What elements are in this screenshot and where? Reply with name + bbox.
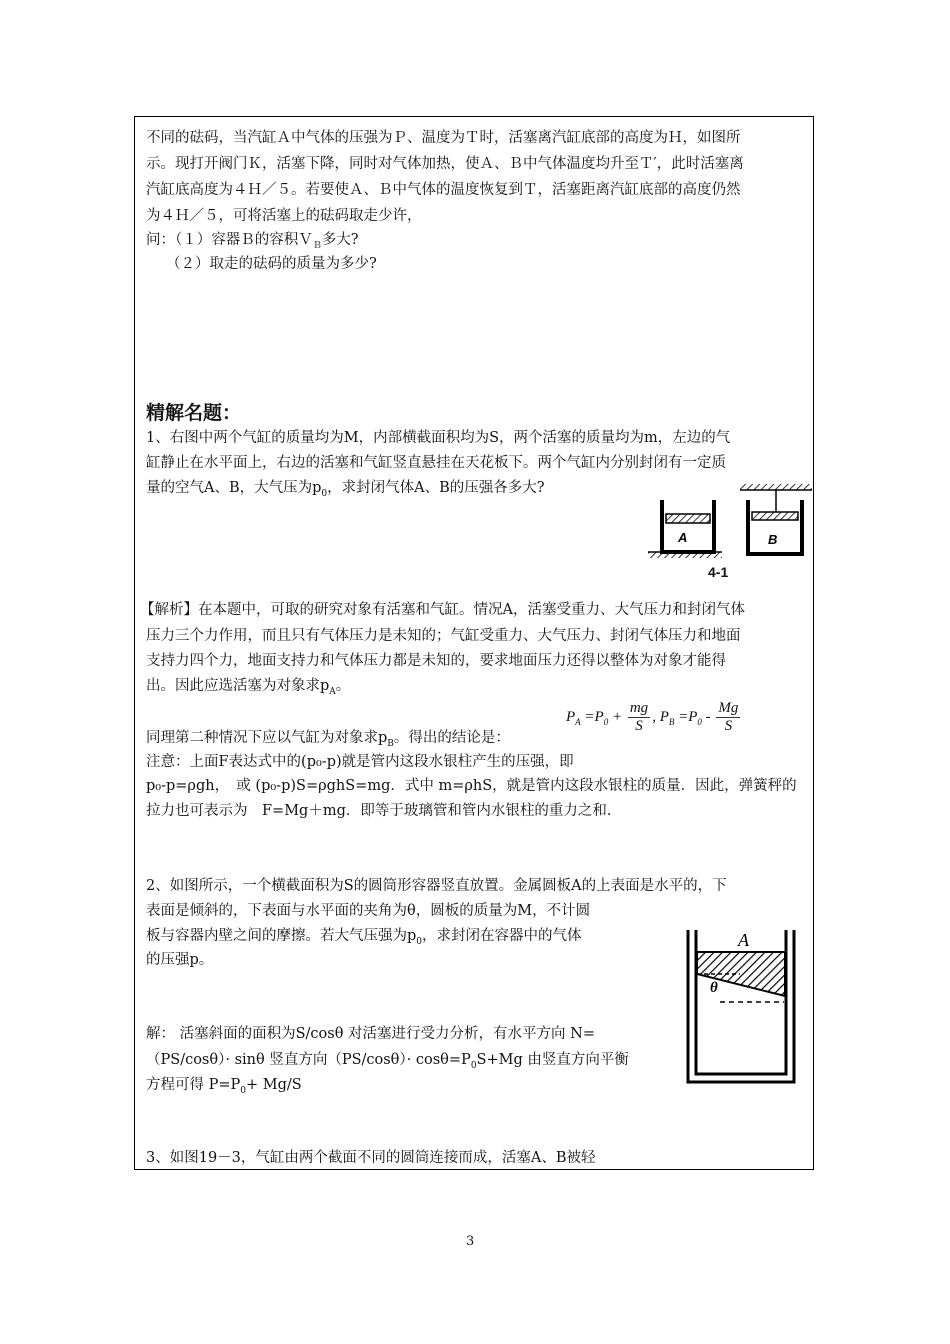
problem1-line-1: 1、右图中两个气缸的质量均为M，内部横截面积均为S，两个活塞的质量均为m，左边的气 <box>146 430 731 446</box>
problem2-line-3: 板与容器内壁之间的摩擦。若大气压强为$p_0$，求封闭在容器中的气体 <box>146 928 582 947</box>
problem1-line-3: 量的空气A、B，大气压为$p_0$，求封闭气体A、B的压强各多大? <box>146 480 545 499</box>
section-title: 精解名题： <box>146 402 242 424</box>
fraction-Mg-over-s: $\frac{Mg}{S}$ <box>718 700 739 734</box>
fraction-mg-over-s: $\frac{mg}{S}$ <box>629 700 649 734</box>
label-a-plate: A <box>738 930 749 950</box>
problem2-line-4: 的压强p。 <box>146 952 214 968</box>
intro-line-2: 示。现打开阀门Ｋ，活塞下降，同时对气体加热，使Ａ、Ｂ中气体温度均升至Ｔ′，此时活塞离 <box>146 156 744 172</box>
piston-a <box>666 514 710 523</box>
intro-line-4: 为４Ｈ／５，可将活塞上的砝码取走少许， <box>146 208 422 224</box>
piston-b <box>752 512 798 520</box>
note-line-3: 拉力也可表示为 F=Mg＋mg．即等于玻璃管和管内水银柱的重力之和． <box>146 803 622 819</box>
page-number: 3 <box>466 1234 475 1249</box>
cylinder-a <box>662 500 714 552</box>
note-line-1: 注意：上面F表达式中的(p₀-p)就是管内这段水银柱产生的压强，即 <box>146 754 574 770</box>
ceiling-hatch <box>740 484 812 490</box>
problem2-line-1: 2、如图所示，一个横截面积为S的圆筒形容器竖直放置。金属圆板A的上表面是水平的，下 <box>146 878 727 894</box>
figure-tilted-piston <box>680 926 804 1094</box>
figure-4-1 <box>648 482 814 582</box>
label-theta: θ <box>710 980 718 996</box>
solution1-line-4: 出。因此应选活塞为对象求$p_A$。 <box>146 678 351 697</box>
problem2-line-2: 表面是倾斜的，下表面与水平面的夹角为θ，圆板的质量为M，不计圆 <box>146 903 591 919</box>
figure-caption: 4-1 <box>708 564 729 580</box>
label-a: A <box>678 530 688 545</box>
intro-line-3: 汽缸底高度为４Ｈ／５。若要使Ａ、Ｂ中气体的温度恢复到Ｔ，活塞距离汽缸底部的高度仍然 <box>146 182 741 198</box>
pressure-formula: $P_A =P_0$ + $\frac{mg}{S}$ , $P_B =P_0$ - $\frac{Mg}{S}$ <box>566 700 739 734</box>
intro-line-1: 不同的砝码，当汽缸Ａ中气体的压强为Ｐ、温度为Ｔ时，活塞离汽缸底部的高度为Ｈ，如图所 <box>146 130 741 146</box>
note-line-2: p₀-p=ρgh， 或 (p₀-p)S=ρghS=mg．式中 m=ρhS，就是管内这段水银柱的质量．因此，弹簧秤的 <box>146 778 797 794</box>
solution1-line-1: 【解析】在本题中，可取的研究对象有活塞和气缸。情况A，活塞受重力、大气压力和封闭气体 <box>140 602 745 618</box>
solution1-line-2: 压力三个力作用，而且只有气体压力是未知的；气缸受重力、大气压力、封闭气体压力和地面 <box>146 628 741 644</box>
solution2-line-2: （PS/cosθ）· sinθ 竖直方向$(PS/\cos\theta)\cdot \cos\theta=P_0S+Mg$ 由竖直方向平衡 <box>146 1052 629 1071</box>
solution2-line-3: 方程可得 $P=P_0+ Mg/S$ <box>146 1077 302 1096</box>
problem1-line-2: 缸静止在水平面上，右边的活塞和气缸竖直悬挂在天花板下。两个气缸内分别封闭有一定质 <box>146 455 726 471</box>
solution2-line-1: 解： 活塞斜面的面积为S/cosθ 对活塞进行受力分析，有水平方向 N= <box>146 1026 596 1042</box>
intro-question-2: （２）取走的砝码的质量为多少? <box>166 256 377 272</box>
solution1-line-5: 同理第二种情况下应以气缸为对象求$p_B$。得出的结论是： <box>146 730 510 749</box>
intro-question-1: 问：（１）容器Ｂ的容积Ｖ$_B$多大? <box>146 232 359 251</box>
solution1-line-3: 支持力四个力，地面支持力和气体压力都是未知的，要求地面压力还得以整体为对象才能得 <box>146 653 726 669</box>
label-b: B <box>768 532 778 547</box>
problem3-line-1: 3、如图19－3，气缸由两个截面不同的圆筒连接而成，活塞A、B被轻 <box>146 1150 596 1166</box>
